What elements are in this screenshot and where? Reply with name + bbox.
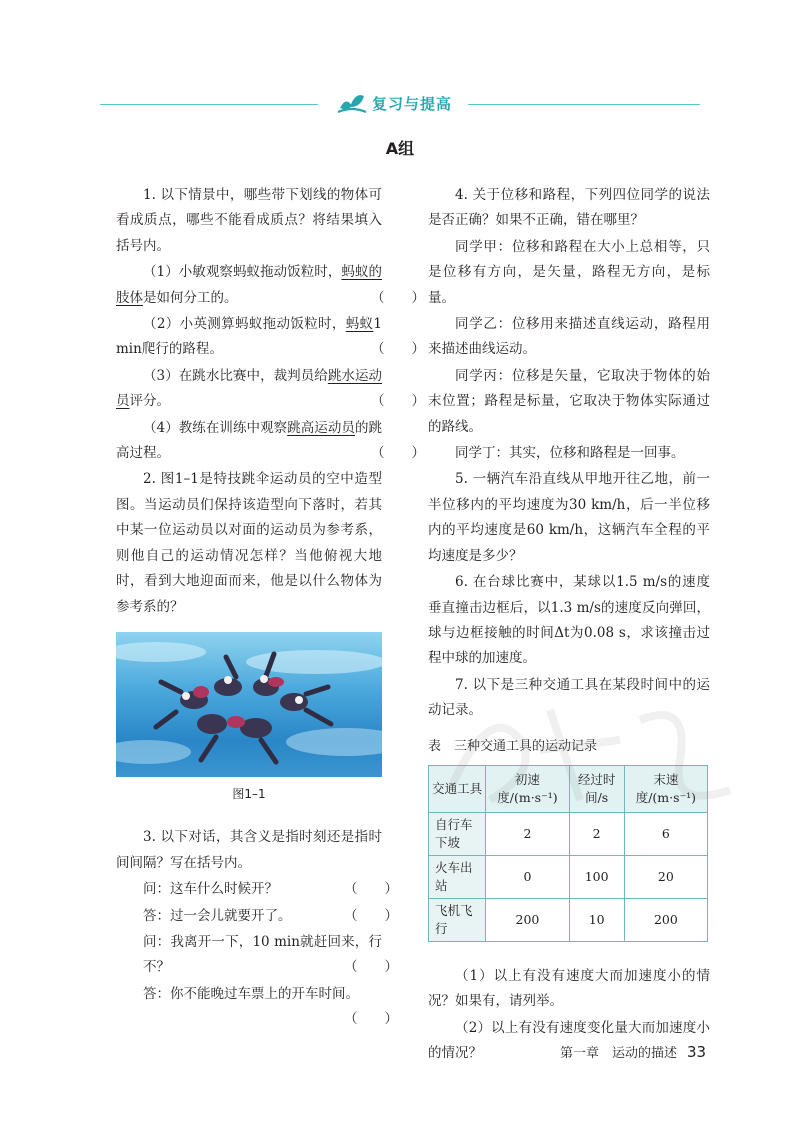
answer-blank: （ ） [344,1011,398,1028]
q3-stem: 3. 以下对话，其含义是指时刻还是指时间间隔？写在括号内。 [116,829,382,871]
q1-1-text-b: 是如何分工的。 [143,289,238,306]
answer-blank: （ ） [344,959,398,976]
table-cell: 火车出站 [429,855,486,898]
table-cell: 200 [486,898,569,941]
q1-3-text-b: 评分。 [129,393,170,410]
skydivers-photo [116,632,382,777]
answer-blank: （ ） [371,341,425,358]
q7-sub-2: （2）以上有没有速度变化量大而加速度小的情况？ [428,1019,710,1062]
header-rule-left [100,104,318,105]
q1-item-4 [116,416,425,467]
q1-1-text-a: （1）小敏观察蚂蚁拖动饭粒时， [143,264,342,281]
q3-line-3-text: 问：我离开一下，10 min就赶回来，行不？ [143,933,382,976]
q1-4-underlined: 跳高运动员 [287,419,355,436]
header-rule-right [468,104,700,105]
q1-stem: 1. 以下情景中，哪些带下划线的物体可看成质点，哪些不能看成质点？将结果填入括号内。 [116,187,382,254]
skydivers-illustration [116,632,382,777]
answer-blank: （ ） [344,907,398,924]
page-number: 33 [687,1043,707,1061]
table-header-cell: 经过时间/s [569,765,624,812]
q3-line-2-text: 答：过一会儿就要开了。 [143,907,292,924]
q7-sub-1: （1）以上有没有速度大而加速度小的情况？如果有，请列举。 [428,967,710,1010]
table-header-cell: 初速度/(m·s⁻¹) [486,765,569,812]
q4-student-d: 同学丁：其实，位移和路程是一回事。 [455,445,685,462]
table-cell: 200 [624,898,707,941]
q4-student-c: 同学丙：位移是矢量，它取决于物体的始末位置；路程是标量，它取决于物体实际通过的路线。 [428,367,710,435]
q6-text: 6. 在台球比赛中，某球以1.5 m/s的速度垂直撞击边框后，以1.3 m/s的速度反向弹回，球与边框接触的时间Δt为0.08 s，求该撞击过程中球的加速度。 [428,574,710,667]
table-cell: 20 [624,855,707,898]
table-cell: 2 [569,812,624,855]
table-cell: 自行车下坡 [429,812,486,855]
q1-2-text-a: （2）小英测算蚂蚁拖动饭粒时， [143,316,346,333]
q1-3-underlined: 跳水运动员 [116,367,383,410]
answer-blank: （ ） [371,289,425,306]
leaf-logo-icon [337,90,367,116]
answer-blank: （ ） [344,881,398,898]
table-title: 表 三种交通工具的运动记录 [428,738,598,754]
right-column [428,183,710,1068]
q1-2-text-b: 1 min爬行的路程。 [116,316,382,358]
q5-text: 5. 一辆汽车沿直线从甲地开往乙地，前一半位移内的平均速度为30 km/h，后一半位移内的平均速度是60 km/h，这辆汽车全程的平均速度是多少？ [428,471,710,564]
q1-1-underlined: 蚂蚁的肢体 [116,264,382,306]
q3-line-4 [116,982,398,1033]
q3-line-4-text: 答：你不能晚过车票上的开车时间。 [143,985,359,1002]
q4-stem: 4. 关于位移和路程，下列四位同学的说法是否正确？如果不正确，错在哪里？ [428,187,710,229]
table-header-cell: 末速度/(m·s⁻¹) [624,765,707,812]
table-cell: 2 [486,812,569,855]
q3-line-1 [116,877,398,902]
q3-line-1-text: 问：这车什么时候开？ [143,881,278,898]
q4-student-a: 同学甲：位移和路程在大小上总相等，只是位移有方向，是矢量，路程无方向，是标量。 [428,238,710,306]
q4-student-b: 同学乙：位移用来描述直线运动，路程用来描述曲线运动。 [428,316,710,358]
table-cell: 6 [624,812,707,855]
q1-item-3 [116,364,425,415]
answer-blank: （ ） [371,393,425,410]
group-title: A组 [385,139,415,158]
chapter-label: 第一章 运动的描述 [560,1046,678,1061]
figure-caption: 图1–1 [232,786,266,801]
q7-text: 7. 以下是三种交通工具在某段时间中的运动记录。 [428,676,710,719]
left-column [116,183,425,1034]
table-cell: 10 [569,898,624,941]
section-title: 复习与提高 [372,95,453,113]
q1-3-text-a: （3）在跳水比赛中，裁判员给 [143,367,328,384]
calligraphy-watermark-icon [430,680,760,820]
page-footer [560,1042,706,1061]
q3-line-3 [116,930,398,981]
q1-4-text-b: 的跳高过程。 [116,419,383,462]
q1-4-text-a: （4）教练在训练中观察 [143,419,288,436]
q2-text: 2. 图1–1是特技跳伞运动员的空中造型图。当运动员们保持该造型向下落时，若其中某一位运动员以对面的运动员为参考系，则他自己的运动情况怎样？当他俯视大地时，看到大地迎面而来，他是以什么物体为参考系的？ [116,471,382,615]
table-cell: 0 [486,855,569,898]
q1-item-1 [116,260,425,311]
q1-2-underlined: 蚂蚁 [345,316,374,333]
answer-blank: （ ） [371,445,425,462]
q1-item-2 [116,312,425,363]
table-header-cell: 交通工具 [429,765,486,812]
table-row [429,898,708,941]
table-cell: 飞机飞行 [429,898,486,941]
table-cell: 100 [569,855,624,898]
q3-line-2 [116,904,398,929]
table-row [429,855,708,898]
